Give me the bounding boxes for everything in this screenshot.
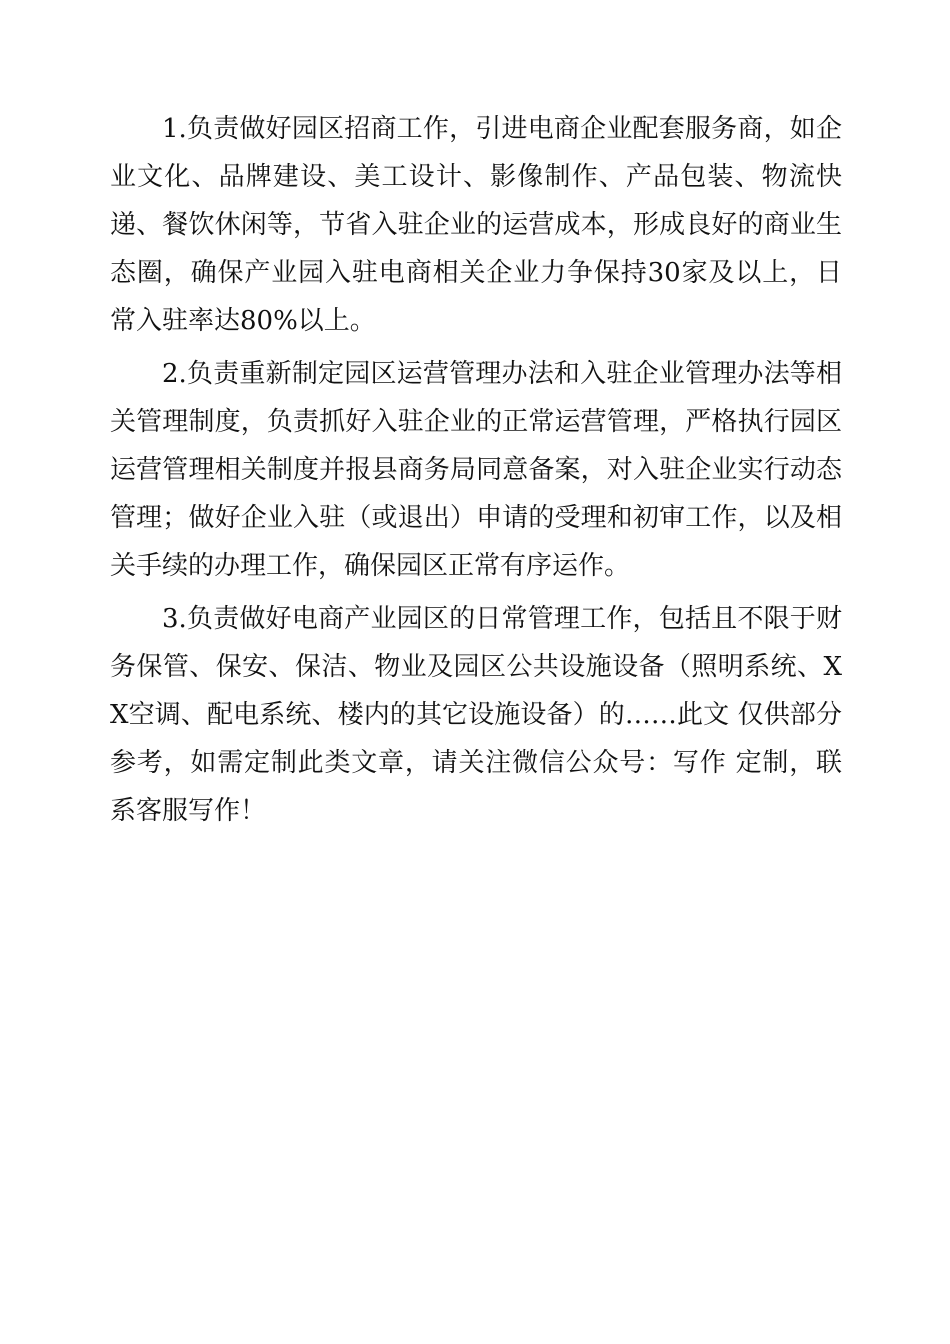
document-body bbox=[110, 105, 842, 835]
paragraph-3: 3.负责做好电商产业园区的日常管理工作，包括且不限于财务保管、保安、保洁、物业及园区公共设施设备（照明系统、XX空调、配电系统、楼内的其它设施设备）的……此文 仅供部分参考，如需定制此类文章，请关注微信公众号：写作 定制，联系客服写作！ bbox=[110, 604, 842, 826]
paragraph-1: 1.负责做好园区招商工作，引进电商企业配套服务商，如企业文化、品牌建设、美工设计、影像制作、产品包装、物流快递、餐饮休闲等，节省入驻企业的运营成本，形成良好的商业生态圈，确保产业园入驻电商相关企业力争保持30家及以上，日常入驻率达80%以上。 bbox=[110, 114, 842, 336]
paragraph-2: 2.负责重新制定园区运营管理办法和入驻企业管理办法等相关管理制度，负责抓好入驻企业的正常运营管理，严格执行园区运营管理相关制度并报县商务局同意备案，对入驻企业实行动态管理；做好企业入驻（或退出）申请的受理和初审工作，以及相关手续的办理工作，确保园区正常有序运作。 bbox=[110, 359, 842, 581]
